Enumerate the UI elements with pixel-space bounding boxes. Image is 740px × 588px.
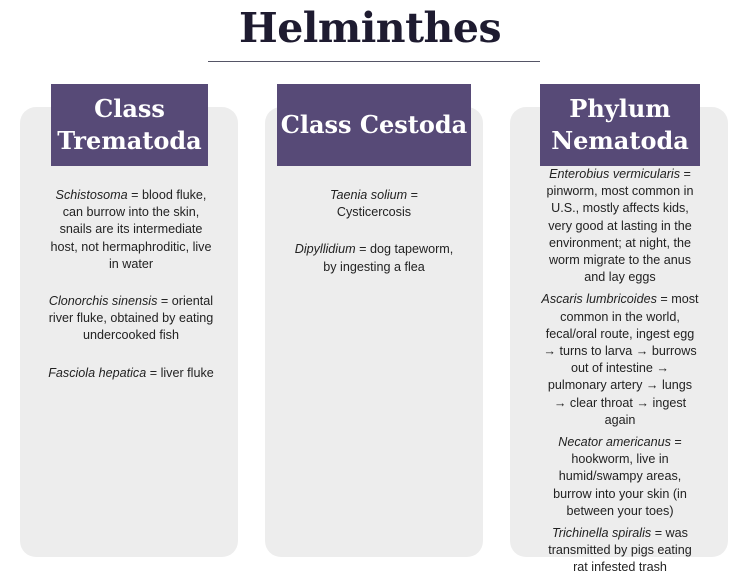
organism-name: Clonorchis sinensis <box>48 294 158 309</box>
organism-name: Necator americanus <box>558 435 671 450</box>
trematoda-header: Class Trematoda <box>51 84 208 166</box>
entry-enterobius <box>540 166 700 286</box>
organism-description: = oriental river fluke, obtained by eating undercooked fish <box>48 294 214 343</box>
organism-description: = dog tapeworm, by ingesting a flea <box>323 242 454 274</box>
organism-description: = pinworm, most common in U.S., mostly affects kids, very good at lasting in the environment; at night, the worm migrate to the anus and lay eggs <box>546 167 694 285</box>
trematoda-content <box>48 187 214 382</box>
organism-name: Enterobius vermicularis <box>549 167 681 181</box>
entry-ascaris <box>540 291 700 429</box>
organism-name: Fasciola hepatica <box>48 365 147 380</box>
entry-necator <box>540 434 700 520</box>
organism-description: = blood fluke, can burrow into the skin, snails are its intermediate host, not hermaphroditic, live in water <box>50 188 212 271</box>
cestoda-content <box>294 187 454 276</box>
title-divider <box>208 61 540 62</box>
nematoda-content <box>540 166 700 577</box>
organism-name: Ascaris lumbricoides <box>541 292 657 307</box>
organism-description: = Cysticercosis <box>336 188 419 220</box>
page-title: Helminthes <box>238 4 502 52</box>
organism-name: Taenia solium <box>329 188 408 202</box>
organism-description: = was transmitted by pigs eating rat infested trash <box>548 526 692 575</box>
entry-fasciola <box>48 365 214 382</box>
nematoda-header: Phylum Nematoda <box>540 84 700 166</box>
entry-taenia <box>294 187 454 221</box>
organism-name: Schistosoma <box>55 188 128 202</box>
entry-trichinella <box>540 525 700 577</box>
entry-dipyllidium <box>294 241 454 275</box>
organism-name: Trichinella spiralis <box>552 526 652 541</box>
cestoda-header: Class Cestoda <box>277 84 471 166</box>
entry-schistosoma <box>48 187 214 273</box>
organism-description: = hookworm, live in humid/swampy areas, burrow into your skin (in between your toes) <box>553 435 687 518</box>
organism-description: = most common in the world, fecal/oral route, ingest egg → turns to larva → burrows out of intestine → pulmonary artery → lungs → clear throat → ingest again <box>543 292 699 427</box>
organism-name: Dipyllidium <box>294 242 356 257</box>
cestoda-panel <box>265 107 483 557</box>
organism-description: = liver fluke <box>146 365 214 380</box>
entry-clonorchis <box>48 293 214 345</box>
